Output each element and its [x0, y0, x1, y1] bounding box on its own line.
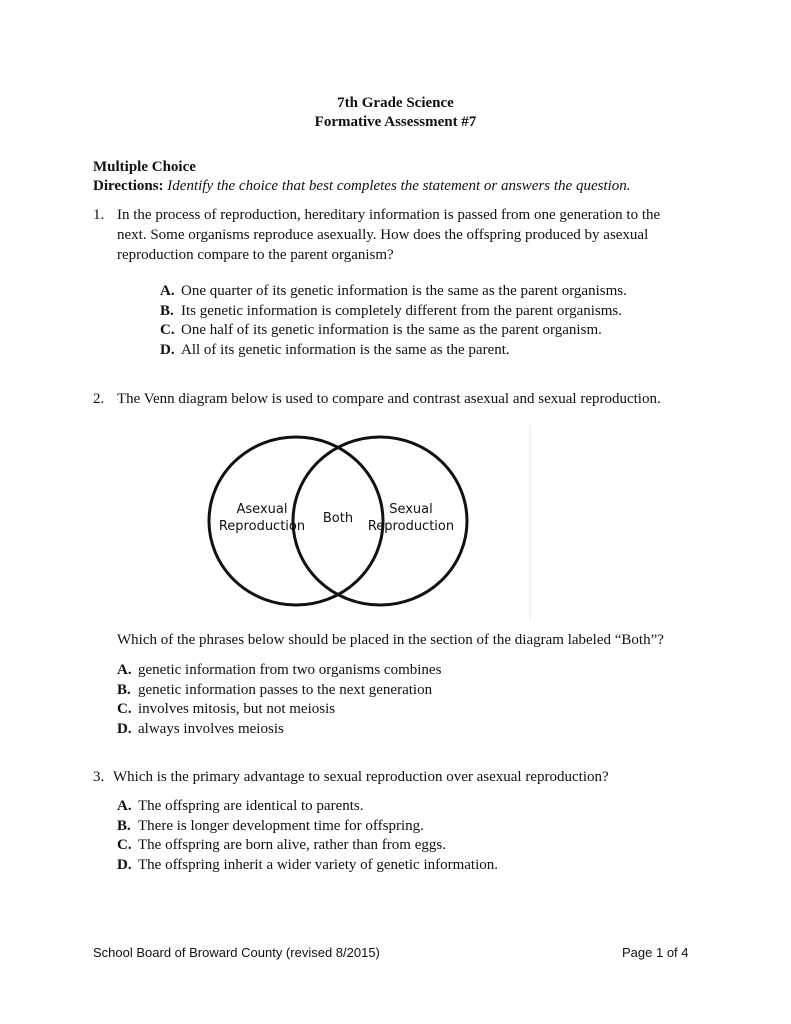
- option-letter: A.: [160, 283, 175, 299]
- option-text: The offspring are identical to parents.: [138, 798, 364, 814]
- question-number: 1.: [93, 207, 105, 223]
- question-text: [117, 389, 661, 409]
- sexual-label: Sexual: [389, 502, 433, 517]
- answer-option-a[interactable]: [117, 661, 441, 681]
- answer-option-c[interactable]: [117, 700, 441, 720]
- answer-option-d[interactable]: [160, 341, 627, 361]
- question-line: next. Some organisms reproduce asexually. How does the offspring produced by asexual: [117, 227, 649, 243]
- option-text: There is longer development time for offspring.: [138, 817, 424, 834]
- question-text: [113, 767, 609, 787]
- answer-option-d[interactable]: [117, 856, 498, 876]
- document-title: 7th Grade Science: [337, 95, 454, 111]
- question-prompt: Which of the phrases below should be placed in the section of the diagram labeled “Both”?: [117, 632, 664, 648]
- option-letter: A.: [117, 662, 132, 678]
- option-text: always involves meiosis: [138, 720, 284, 737]
- both-label: Both: [322, 511, 354, 526]
- option-letter: B.: [160, 302, 174, 319]
- option-text: involves mitosis, but not meiosis: [138, 701, 336, 717]
- question-line: In the process of reproduction, hereditary information is passed from one generation to the: [117, 207, 661, 223]
- answer-options-q3: [117, 797, 498, 875]
- option-letter: D.: [160, 341, 175, 358]
- option-letter: A.: [117, 798, 132, 814]
- option-letter: D.: [117, 856, 132, 873]
- answer-option-c[interactable]: [160, 321, 627, 341]
- answer-option-a[interactable]: [160, 282, 627, 302]
- document-subtitle: Formative Assessment #7: [314, 114, 477, 130]
- directions-label: Directions:: [93, 178, 164, 194]
- footer-source: School Board of Broward County (revised 8/2015): [93, 945, 380, 960]
- answer-options-q1: [160, 282, 627, 360]
- answer-option-b[interactable]: [160, 302, 627, 322]
- question-line: reproduction compare to the parent organism?: [117, 247, 394, 263]
- option-letter: C.: [117, 837, 132, 853]
- answer-option-d[interactable]: [117, 720, 441, 740]
- venn-diagram: [200, 425, 540, 625]
- option-text: One quarter of its genetic information is the same as the parent organisms.: [181, 283, 627, 299]
- section-heading: Multiple Choice: [93, 159, 196, 175]
- sexual-label: Reproduction: [367, 519, 455, 534]
- answer-option-c[interactable]: [117, 836, 498, 856]
- answer-options-q2: [117, 661, 441, 739]
- option-text: All of its genetic information is the same as the parent.: [181, 341, 510, 358]
- question-line: The Venn diagram below is used to compare and contrast asexual and sexual reproduction.: [117, 391, 661, 407]
- asexual-label: Reproduction: [218, 519, 306, 534]
- question-line: Which is the primary advantage to sexual reproduction over asexual reproduction?: [113, 769, 609, 785]
- option-letter: B.: [117, 817, 131, 834]
- option-text: genetic information passes to the next generation: [138, 681, 433, 698]
- answer-option-b[interactable]: [117, 817, 498, 837]
- question-text: [117, 205, 712, 265]
- option-text: The offspring are born alive, rather than from eggs.: [138, 837, 446, 853]
- option-text: The offspring inherit a wider variety of genetic information.: [138, 856, 499, 873]
- option-letter: C.: [160, 322, 175, 338]
- question-number: 3.: [93, 769, 105, 785]
- directions-text: Identify the choice that best completes the statement or answers the question.: [167, 178, 631, 194]
- option-text: Its genetic information is completely different from the parent organisms.: [181, 302, 622, 319]
- option-letter: D.: [117, 720, 132, 737]
- answer-option-a[interactable]: [117, 797, 498, 817]
- directions: [93, 177, 631, 195]
- option-text: genetic information from two organisms combines: [138, 662, 442, 678]
- asexual-label: Asexual: [236, 502, 288, 517]
- footer-page-number: Page 1 of 4: [622, 945, 689, 960]
- option-letter: B.: [117, 681, 131, 698]
- option-letter: C.: [117, 701, 132, 717]
- option-text: One half of its genetic information is the same as the parent organism.: [181, 322, 602, 338]
- answer-option-b[interactable]: [117, 681, 441, 701]
- question-number: 2.: [93, 391, 105, 407]
